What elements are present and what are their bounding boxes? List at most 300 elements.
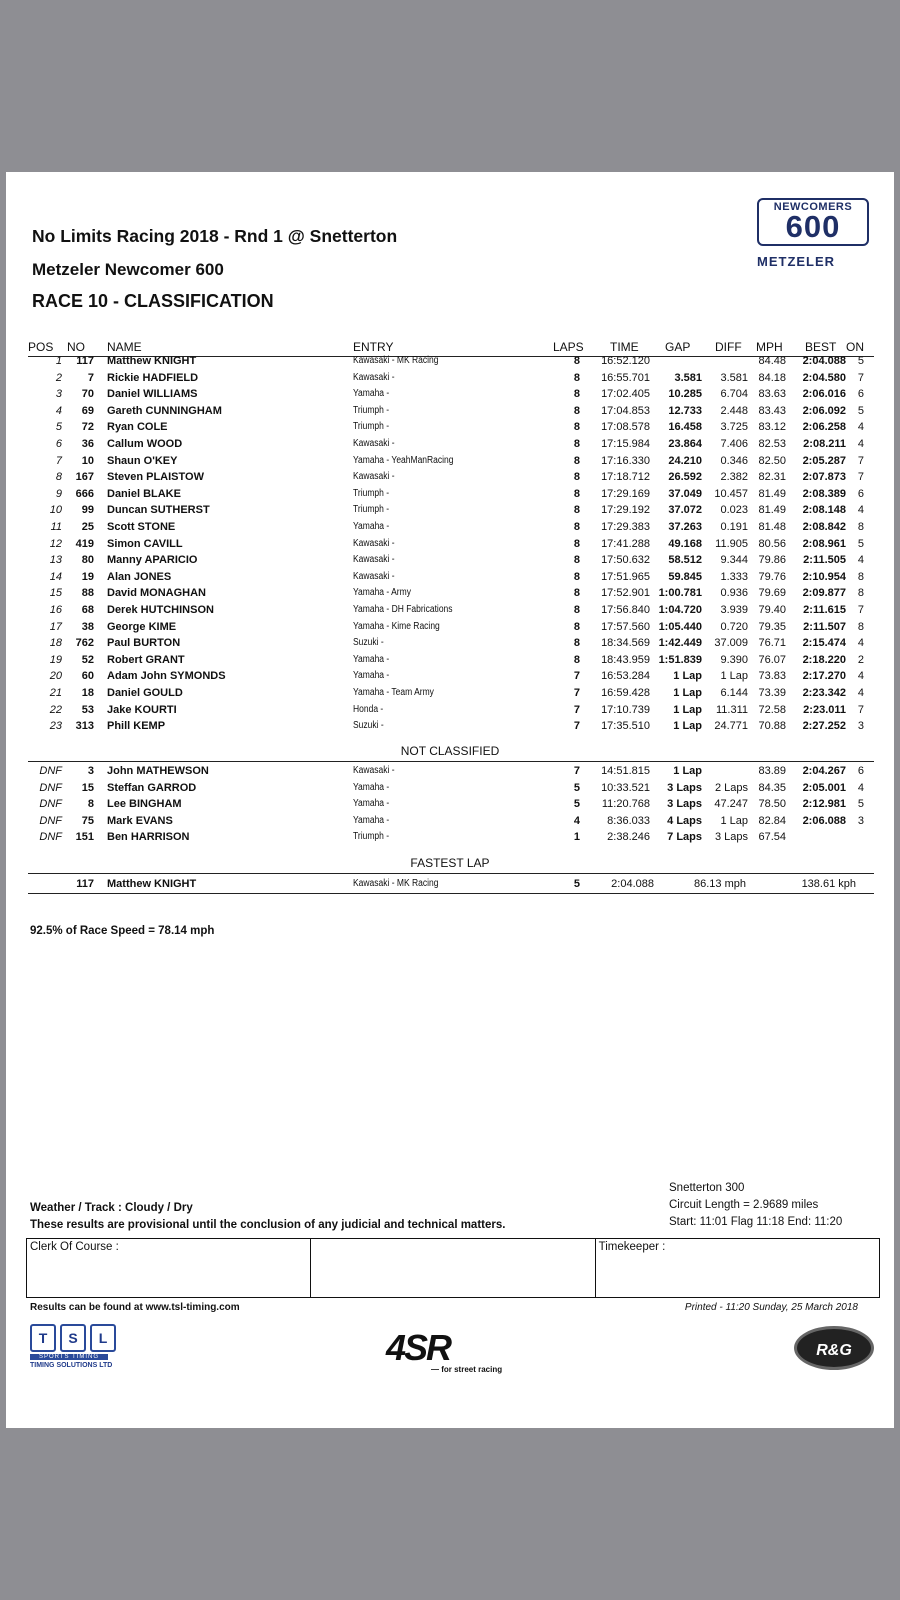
cell-on: 4 bbox=[857, 438, 864, 450]
cell-pos: 19 bbox=[49, 653, 62, 666]
cell-name: Ryan COLE bbox=[107, 421, 168, 434]
cell-name: George KIME bbox=[107, 620, 177, 633]
cell-pos: DNF bbox=[39, 814, 62, 827]
cell-on: 6 bbox=[857, 487, 864, 500]
cell-laps: 8 bbox=[573, 521, 580, 533]
cell-gap: 37.263 bbox=[668, 521, 702, 533]
cell-entry: Honda - bbox=[353, 703, 384, 715]
provisional-text: These results are provisional until the conclusion of any judicial and technical matters. bbox=[30, 1219, 506, 1231]
cell-laps: 7 bbox=[573, 765, 580, 777]
table-row bbox=[6, 469, 894, 486]
cell-entry: Kawasaki - MK Racing bbox=[353, 355, 439, 366]
table-row bbox=[6, 486, 894, 503]
cell-gap: 1:51.839 bbox=[658, 653, 702, 666]
cell-laps: 8 bbox=[573, 653, 580, 666]
cell-time: 8:36.033 bbox=[607, 814, 650, 827]
cell-entry: Kawasaki - bbox=[353, 765, 395, 776]
cell-entry: Yamaha - Kime Racing bbox=[353, 620, 440, 632]
cell-mph: 83.63 bbox=[758, 388, 786, 401]
cell-diff: 2.382 bbox=[720, 471, 748, 484]
cell-entry: Yamaha - bbox=[353, 814, 390, 826]
cell-best: 2:09.877 bbox=[802, 587, 846, 600]
cell-on: 7 bbox=[857, 604, 864, 616]
cell-best: 2:06.092 bbox=[802, 404, 846, 417]
cell-name: Duncan SUTHERST bbox=[107, 504, 210, 517]
table-row bbox=[6, 718, 894, 735]
fastest-lap-time: 2:04.088 bbox=[611, 878, 654, 890]
table-row bbox=[6, 780, 894, 797]
cell-no: 167 bbox=[75, 471, 94, 484]
cell-diff: 0.720 bbox=[720, 620, 748, 633]
cell-laps: 8 bbox=[573, 454, 580, 467]
cell-no: 117 bbox=[76, 355, 94, 367]
cell-time: 17:15.984 bbox=[601, 438, 650, 450]
cell-diff: 3.725 bbox=[720, 421, 748, 434]
table-row bbox=[6, 585, 894, 602]
cell-diff: 0.023 bbox=[720, 504, 748, 517]
cell-time: 2:38.246 bbox=[607, 831, 650, 844]
cell-gap: 1:00.781 bbox=[658, 587, 702, 600]
fastest-lap-lap: 5 bbox=[573, 878, 580, 890]
cell-pos: 15 bbox=[49, 587, 62, 600]
cell-no: 7 bbox=[87, 371, 94, 384]
table-row bbox=[6, 813, 894, 830]
cell-mph: 83.43 bbox=[758, 404, 786, 417]
cell-mph: 84.35 bbox=[758, 781, 786, 794]
cell-best: 2:08.211 bbox=[803, 438, 846, 450]
cell-gap: 12.733 bbox=[668, 404, 702, 417]
header-diff: DIFF bbox=[715, 340, 742, 354]
cell-best: 2:04.580 bbox=[802, 371, 846, 384]
cell-diff: 3.581 bbox=[720, 371, 748, 384]
cell-gap: 1 Lap bbox=[673, 687, 702, 699]
cell-time: 10:33.521 bbox=[601, 781, 650, 794]
cell-entry: Kawasaki - bbox=[353, 537, 395, 549]
tsl-letter-s: S bbox=[60, 1324, 86, 1352]
cell-on: 3 bbox=[857, 720, 864, 733]
cell-name: Callum WOOD bbox=[107, 438, 183, 450]
cell-on: 8 bbox=[857, 521, 864, 533]
cell-best: 2:23.342 bbox=[802, 687, 846, 699]
cell-time: 17:02.405 bbox=[601, 388, 650, 401]
cell-no: 3 bbox=[87, 765, 94, 777]
cell-pos: 18 bbox=[49, 637, 62, 650]
cell-entry: Suzuki - bbox=[353, 637, 384, 649]
class-title: Metzeler Newcomer 600 bbox=[32, 260, 224, 279]
cell-best: 2:05.001 bbox=[802, 781, 846, 794]
metzeler-logo: METZELER bbox=[757, 254, 836, 269]
table-row bbox=[6, 619, 894, 636]
cell-time: 17:51.965 bbox=[601, 570, 650, 583]
race-title: RACE 10 - CLASSIFICATION bbox=[32, 291, 274, 311]
cell-pos: 8 bbox=[55, 471, 62, 484]
tsl-subtitle: TIMING SOLUTIONS LTD bbox=[30, 1362, 113, 1369]
cell-entry: Triumph - bbox=[353, 404, 390, 416]
cell-name: John MATHEWSON bbox=[107, 765, 209, 777]
cell-entry: Yamaha - bbox=[353, 653, 390, 665]
table-row bbox=[6, 796, 894, 813]
cell-gap: 16.458 bbox=[668, 421, 702, 434]
cell-no: 38 bbox=[81, 620, 94, 633]
cell-best: 2:11.507 bbox=[803, 620, 846, 633]
cell-name: David MONAGHAN bbox=[107, 587, 207, 600]
cell-no: 419 bbox=[75, 537, 94, 550]
cell-time: 18:43.959 bbox=[601, 653, 650, 666]
cell-pos: 13 bbox=[49, 554, 62, 567]
cell-entry: Yamaha - DH Fabrications bbox=[353, 604, 453, 615]
fastest-lap-rule bbox=[28, 873, 874, 874]
weather-text: Weather / Track : Cloudy / Dry bbox=[30, 1202, 193, 1214]
cell-time: 17:29.383 bbox=[601, 521, 650, 533]
header-laps: LAPS bbox=[553, 340, 584, 354]
fastest-lap-kph: 138.61 kph bbox=[801, 878, 856, 890]
cell-time: 18:34.569 bbox=[601, 637, 650, 650]
cell-gap: 1:42.449 bbox=[658, 637, 702, 650]
cell-time: 16:55.701 bbox=[601, 371, 650, 384]
table-row bbox=[6, 763, 894, 780]
cell-best: 2:08.842 bbox=[802, 521, 846, 533]
cell-no: 69 bbox=[81, 404, 94, 417]
cell-no: 36 bbox=[81, 438, 94, 450]
cell-pos: 17 bbox=[49, 620, 62, 633]
race-speed-note: 92.5% of Race Speed = 78.14 mph bbox=[30, 925, 215, 937]
cell-diff: 6.144 bbox=[720, 687, 748, 699]
table-row bbox=[6, 519, 894, 536]
table-row bbox=[6, 552, 894, 569]
cell-gap: 26.592 bbox=[668, 471, 702, 484]
cell-entry: Suzuki - bbox=[353, 720, 384, 732]
cell-best: 2:06.088 bbox=[802, 814, 846, 827]
cell-on: 6 bbox=[857, 388, 864, 401]
cell-name: Steven PLAISTOW bbox=[107, 471, 204, 484]
cell-diff: 1.333 bbox=[720, 570, 748, 583]
cell-mph: 79.76 bbox=[758, 570, 786, 583]
table-row bbox=[6, 635, 894, 652]
cell-pos: 2 bbox=[55, 371, 62, 384]
cell-time: 17:18.712 bbox=[601, 471, 650, 484]
cell-time: 17:57.560 bbox=[601, 620, 650, 633]
cell-laps: 8 bbox=[573, 537, 580, 550]
cell-pos: 5 bbox=[55, 421, 62, 434]
cell-on: 8 bbox=[857, 620, 864, 633]
header-on: ON bbox=[846, 340, 864, 354]
table-row bbox=[6, 829, 894, 846]
table-row bbox=[6, 668, 894, 685]
cell-gap: 1 Lap bbox=[673, 720, 702, 733]
cell-mph: 78.50 bbox=[758, 798, 786, 811]
cell-on: 4 bbox=[857, 637, 864, 650]
cell-diff: 24.771 bbox=[714, 720, 748, 733]
cell-on: 8 bbox=[857, 587, 864, 600]
cell-time: 16:59.428 bbox=[601, 687, 650, 699]
cell-entry: Yamaha - Team Army bbox=[353, 687, 434, 698]
cell-no: 68 bbox=[81, 604, 94, 616]
fastest-lap-no: 117 bbox=[76, 878, 94, 890]
cell-time: 14:51.815 bbox=[601, 765, 650, 777]
cell-mph: 81.49 bbox=[758, 487, 786, 500]
cell-entry: Triumph - bbox=[353, 487, 390, 499]
cell-laps: 7 bbox=[573, 703, 580, 716]
cell-best: 2:11.615 bbox=[803, 604, 846, 616]
cell-time: 17:29.192 bbox=[601, 504, 650, 517]
fastest-lap-bottom-rule bbox=[28, 893, 874, 894]
cell-no: 72 bbox=[81, 421, 94, 434]
fastest-lap-row bbox=[6, 876, 894, 892]
cell-mph: 83.12 bbox=[758, 421, 786, 434]
cell-on: 4 bbox=[857, 781, 864, 794]
cell-no: 25 bbox=[81, 521, 94, 533]
cell-pos: 1 bbox=[55, 355, 62, 367]
cell-time: 17:29.169 bbox=[601, 487, 650, 500]
cell-diff: 11.905 bbox=[715, 537, 748, 550]
table-row bbox=[6, 702, 894, 719]
tsl-bar: SPORTS TIMING bbox=[30, 1354, 108, 1360]
cell-diff: 3 Laps bbox=[714, 831, 748, 844]
cell-best: 2:27.252 bbox=[802, 720, 846, 733]
header-mph: MPH bbox=[756, 340, 783, 354]
results-url: Results can be found at www.tsl-timing.com bbox=[30, 1302, 240, 1313]
cell-name: Ben HARRISON bbox=[107, 831, 190, 844]
cell-mph: 76.07 bbox=[758, 653, 786, 666]
cell-time: 16:53.284 bbox=[601, 670, 650, 683]
cell-best: 2:08.148 bbox=[802, 504, 846, 517]
header-best: BEST bbox=[805, 340, 837, 354]
cell-time: 17:04.853 bbox=[601, 404, 650, 417]
cell-on: 4 bbox=[857, 421, 864, 434]
table-row bbox=[6, 569, 894, 586]
cell-entry: Yamaha - YeahManRacing bbox=[353, 454, 454, 466]
cell-laps: 8 bbox=[573, 421, 580, 434]
table-row bbox=[6, 453, 894, 470]
cell-name: Adam John SYMONDS bbox=[107, 670, 226, 683]
cell-laps: 8 bbox=[573, 388, 580, 401]
cell-no: 70 bbox=[81, 388, 94, 401]
cell-diff: 6.704 bbox=[720, 388, 748, 401]
table-row bbox=[6, 685, 894, 702]
cell-diff: 10.457 bbox=[714, 487, 748, 500]
cell-laps: 8 bbox=[573, 604, 580, 616]
cell-pos: DNF bbox=[39, 765, 62, 777]
cell-no: 313 bbox=[75, 720, 94, 733]
cell-name: Steffan GARROD bbox=[107, 781, 197, 794]
header-name: NAME bbox=[107, 340, 142, 354]
race-times: Start: 11:01 Flag 11:18 End: 11:20 bbox=[669, 1216, 843, 1228]
cell-on: 5 bbox=[857, 798, 864, 811]
cell-time: 17:35.510 bbox=[601, 720, 650, 733]
cell-mph: 82.84 bbox=[758, 814, 786, 827]
cell-pos: 14 bbox=[49, 570, 62, 583]
header-no: NO bbox=[67, 340, 85, 354]
cell-laps: 5 bbox=[573, 798, 580, 811]
cell-mph: 82.53 bbox=[758, 438, 786, 450]
cell-on: 7 bbox=[857, 471, 864, 484]
cell-name: Alan JONES bbox=[107, 570, 172, 583]
cell-mph: 84.48 bbox=[758, 355, 786, 367]
cell-name: Shaun O'KEY bbox=[107, 454, 178, 467]
cell-no: 19 bbox=[81, 570, 94, 583]
cell-gap: 1 Lap bbox=[673, 765, 702, 777]
logo-big-text: 600 bbox=[785, 209, 841, 244]
fastest-lap-name: Matthew KNIGHT bbox=[107, 878, 197, 890]
table-row bbox=[6, 403, 894, 420]
cell-laps: 8 bbox=[573, 438, 580, 450]
cell-gap: 1:04.720 bbox=[658, 604, 702, 616]
cell-laps: 8 bbox=[573, 554, 580, 567]
cell-gap: 1 Lap bbox=[673, 703, 702, 716]
cell-gap: 1:05.440 bbox=[658, 620, 702, 633]
cell-laps: 4 bbox=[573, 814, 580, 827]
cell-entry: Kawasaki - bbox=[353, 371, 395, 383]
cell-best: 2:08.389 bbox=[802, 487, 846, 500]
cell-diff: 47.247 bbox=[714, 798, 748, 811]
cell-mph: 79.69 bbox=[758, 587, 786, 600]
cell-on: 4 bbox=[857, 687, 864, 699]
cell-mph: 73.83 bbox=[758, 670, 786, 683]
cell-no: 99 bbox=[81, 504, 94, 517]
cell-name: Robert GRANT bbox=[107, 653, 185, 666]
cell-on: 8 bbox=[857, 570, 864, 583]
cell-best: 2:05.287 bbox=[802, 454, 846, 467]
cell-diff: 9.344 bbox=[720, 554, 748, 567]
cell-no: 75 bbox=[81, 814, 94, 827]
blank-signature-cell bbox=[311, 1239, 595, 1297]
cell-pos: 12 bbox=[49, 537, 62, 550]
cell-diff: 1 Lap bbox=[720, 814, 748, 827]
cell-no: 151 bbox=[75, 831, 94, 844]
cell-gap: 23.864 bbox=[668, 438, 702, 450]
cell-mph: 72.58 bbox=[758, 703, 786, 716]
cell-mph: 84.18 bbox=[758, 371, 786, 384]
cell-entry: Kawasaki - bbox=[353, 438, 395, 449]
weather-block bbox=[30, 1200, 505, 1234]
cell-mph: 82.50 bbox=[758, 454, 786, 467]
cell-mph: 82.31 bbox=[758, 471, 786, 484]
cell-gap: 3 Laps bbox=[667, 781, 702, 794]
not-classified-heading: NOT CLASSIFIED bbox=[400, 744, 500, 758]
cell-no: 18 bbox=[81, 687, 94, 699]
circuit-info bbox=[669, 1180, 842, 1231]
cell-no: 88 bbox=[81, 587, 94, 600]
table-row bbox=[6, 652, 894, 669]
cell-entry: Kawasaki - bbox=[353, 570, 395, 582]
cell-time: 16:52.120 bbox=[601, 355, 650, 367]
cell-pos: 6 bbox=[55, 438, 62, 450]
header-pos: POS bbox=[28, 340, 54, 354]
cell-mph: 83.89 bbox=[758, 765, 786, 777]
cell-entry: Triumph - bbox=[353, 421, 390, 433]
cell-name: Daniel GOULD bbox=[107, 687, 183, 699]
cell-diff: 0.191 bbox=[720, 521, 748, 533]
cell-best: 2:08.961 bbox=[802, 537, 846, 550]
cell-laps: 7 bbox=[573, 720, 580, 733]
cell-name: Phill KEMP bbox=[107, 720, 166, 733]
cell-name: Daniel WILLIAMS bbox=[107, 388, 198, 401]
cell-gap: 7 Laps bbox=[667, 831, 702, 844]
cell-laps: 7 bbox=[573, 670, 580, 683]
cell-laps: 1 bbox=[573, 831, 580, 844]
rg-logo: R&G bbox=[794, 1326, 874, 1370]
cell-gap: 59.845 bbox=[668, 570, 702, 583]
cell-diff: 0.346 bbox=[720, 454, 748, 467]
timekeeper-cell: Timekeeper : bbox=[598, 1241, 666, 1253]
cell-pos: 23 bbox=[49, 720, 62, 733]
cell-on: 7 bbox=[857, 371, 864, 384]
cell-on: 6 bbox=[857, 765, 864, 777]
cell-no: 80 bbox=[81, 554, 94, 567]
cell-pos: 9 bbox=[55, 487, 62, 500]
cell-on: 3 bbox=[857, 814, 864, 827]
cell-mph: 81.48 bbox=[758, 521, 786, 533]
cell-pos: 4 bbox=[55, 404, 62, 417]
cell-mph: 79.40 bbox=[758, 604, 786, 616]
table-header bbox=[6, 340, 894, 354]
fastest-lap-heading: FASTEST LAP bbox=[410, 856, 490, 870]
tsl-letter-t: T bbox=[30, 1324, 56, 1352]
table-row bbox=[6, 436, 894, 453]
cell-pos: 22 bbox=[49, 703, 62, 716]
cell-diff: 0.936 bbox=[720, 587, 748, 600]
cell-pos: 7 bbox=[55, 454, 62, 467]
cell-on: 7 bbox=[857, 703, 864, 716]
cell-laps: 8 bbox=[573, 404, 580, 417]
header-time: TIME bbox=[610, 340, 639, 354]
cell-mph: 79.35 bbox=[758, 620, 786, 633]
cell-no: 762 bbox=[75, 637, 94, 650]
cell-on: 5 bbox=[857, 537, 864, 550]
cell-no: 60 bbox=[81, 670, 94, 683]
table-row bbox=[6, 536, 894, 553]
results-sheet bbox=[6, 172, 894, 1428]
cell-best: 2:18.220 bbox=[802, 653, 846, 666]
cell-pos: 11 bbox=[50, 521, 62, 533]
cell-time: 17:16.330 bbox=[601, 454, 650, 467]
cell-pos: 10 bbox=[49, 504, 62, 517]
cell-laps: 5 bbox=[573, 781, 580, 794]
cell-diff: 3.939 bbox=[720, 604, 748, 616]
cell-laps: 8 bbox=[573, 471, 580, 484]
cell-pos: 16 bbox=[49, 604, 62, 616]
cell-mph: 79.86 bbox=[758, 554, 786, 567]
cell-laps: 8 bbox=[573, 620, 580, 633]
cell-time: 17:50.632 bbox=[601, 554, 650, 567]
header-entry: ENTRY bbox=[353, 340, 394, 354]
cell-laps: 8 bbox=[573, 570, 580, 583]
cell-pos: 21 bbox=[49, 687, 62, 699]
cell-name: Paul BURTON bbox=[107, 637, 181, 650]
signature-box bbox=[26, 1238, 880, 1298]
cell-on: 5 bbox=[857, 404, 864, 417]
cell-best: 2:23.011 bbox=[803, 703, 846, 716]
cell-name: Matthew KNIGHT bbox=[107, 355, 197, 367]
cell-no: 8 bbox=[87, 798, 94, 811]
cell-diff: 11.311 bbox=[715, 703, 748, 716]
cell-entry: Yamaha - bbox=[353, 670, 390, 682]
cell-best: 2:11.505 bbox=[803, 554, 846, 567]
cell-name: Scott STONE bbox=[107, 521, 176, 533]
cell-on: 4 bbox=[857, 554, 864, 567]
cell-on: 4 bbox=[857, 504, 864, 517]
cell-best: 2:04.267 bbox=[802, 765, 846, 777]
cell-time: 17:08.578 bbox=[601, 421, 650, 434]
cell-pos: DNF bbox=[39, 781, 62, 794]
table-row bbox=[6, 602, 894, 619]
cell-diff: 7.406 bbox=[720, 438, 748, 450]
table-row bbox=[6, 419, 894, 436]
cell-time: 11:20.768 bbox=[601, 798, 650, 811]
cell-no: 10 bbox=[81, 454, 94, 467]
fastest-lap-entry: Kawasaki - MK Racing bbox=[353, 878, 439, 889]
cell-name: Jake KOURTI bbox=[107, 703, 177, 716]
